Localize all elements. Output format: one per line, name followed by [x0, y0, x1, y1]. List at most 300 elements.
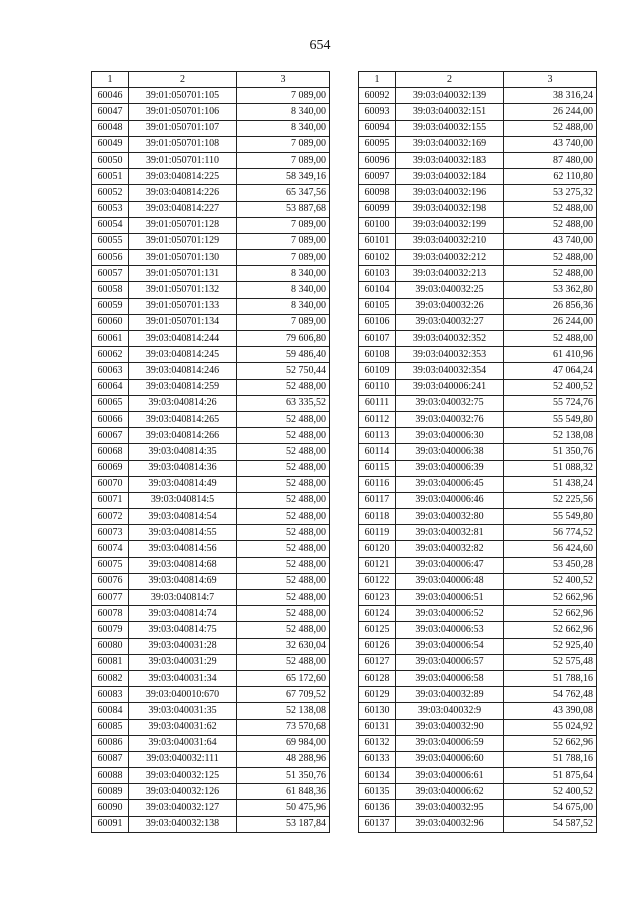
value-cell: 26 244,00 — [504, 314, 597, 330]
cadastral-number-cell: 39:03:040814:75 — [129, 622, 237, 638]
table-row — [359, 217, 597, 233]
value-cell: 52 488,00 — [237, 444, 330, 460]
table-row — [359, 395, 597, 411]
value-cell: 61 410,96 — [504, 347, 597, 363]
cadastral-number-cell: 39:03:040814:49 — [129, 476, 237, 492]
value-cell: 7 089,00 — [237, 152, 330, 168]
row-number-cell: 60136 — [359, 800, 396, 816]
right-table — [358, 71, 597, 833]
value-cell: 52 488,00 — [237, 541, 330, 557]
table-row — [92, 590, 330, 606]
cadastral-number-cell: 39:03:040814:244 — [129, 331, 237, 347]
row-number-cell: 60106 — [359, 314, 396, 330]
row-number-cell: 60082 — [92, 670, 129, 686]
row-number-cell: 60058 — [92, 282, 129, 298]
row-number-cell: 60079 — [92, 622, 129, 638]
cadastral-number-cell: 39:03:040032:125 — [129, 768, 237, 784]
row-number-cell: 60053 — [92, 201, 129, 217]
cadastral-number-cell: 39:03:040010:670 — [129, 687, 237, 703]
value-cell: 51 438,24 — [504, 476, 597, 492]
cadastral-number-cell: 39:01:050701:133 — [129, 298, 237, 314]
cadastral-number-cell: 39:03:040032:96 — [396, 816, 504, 832]
cadastral-number-cell: 39:03:040814:265 — [129, 411, 237, 427]
cadastral-number-cell: 39:01:050701:130 — [129, 250, 237, 266]
row-number-cell: 60130 — [359, 703, 396, 719]
cadastral-number-cell: 39:03:040006:54 — [396, 638, 504, 654]
cadastral-number-cell: 39:03:040814:26 — [129, 395, 237, 411]
row-number-cell: 60137 — [359, 816, 396, 832]
value-cell: 51 350,76 — [504, 444, 597, 460]
row-number-cell: 60055 — [92, 233, 129, 249]
table-row — [92, 88, 330, 104]
table-row — [359, 136, 597, 152]
table-row — [92, 298, 330, 314]
table-row — [92, 622, 330, 638]
column-header-1: 1 — [92, 72, 129, 88]
table-row — [92, 104, 330, 120]
cadastral-number-cell: 39:03:040006:61 — [396, 768, 504, 784]
table-row — [92, 185, 330, 201]
value-cell: 48 288,96 — [237, 751, 330, 767]
value-cell: 52 750,44 — [237, 363, 330, 379]
value-cell: 52 925,40 — [504, 638, 597, 654]
value-cell: 51 788,16 — [504, 670, 597, 686]
value-cell: 52 488,00 — [237, 573, 330, 589]
value-cell: 54 587,52 — [504, 816, 597, 832]
table-row — [92, 541, 330, 557]
row-number-cell: 60074 — [92, 541, 129, 557]
table-row — [92, 428, 330, 444]
row-number-cell: 60083 — [92, 687, 129, 703]
value-cell: 56 774,52 — [504, 525, 597, 541]
cadastral-number-cell: 39:03:040006:59 — [396, 735, 504, 751]
value-cell: 52 488,00 — [237, 476, 330, 492]
value-cell: 79 606,80 — [237, 331, 330, 347]
row-number-cell: 60099 — [359, 201, 396, 217]
cadastral-number-cell: 39:03:040814:225 — [129, 169, 237, 185]
cadastral-number-cell: 39:03:040032:90 — [396, 719, 504, 735]
value-cell: 7 089,00 — [237, 233, 330, 249]
cadastral-number-cell: 39:03:040031:35 — [129, 703, 237, 719]
table-row — [92, 573, 330, 589]
row-number-cell: 60104 — [359, 282, 396, 298]
value-cell: 61 848,36 — [237, 784, 330, 800]
table-row — [92, 395, 330, 411]
value-cell: 55 024,92 — [504, 719, 597, 735]
value-cell: 7 089,00 — [237, 217, 330, 233]
cadastral-number-cell: 39:03:040814:5 — [129, 492, 237, 508]
cadastral-number-cell: 39:03:040031:62 — [129, 719, 237, 735]
table-row — [359, 152, 597, 168]
row-number-cell: 60054 — [92, 217, 129, 233]
row-number-cell: 60087 — [92, 751, 129, 767]
value-cell: 52 488,00 — [237, 606, 330, 622]
row-number-cell: 60069 — [92, 460, 129, 476]
table-row — [359, 557, 597, 573]
row-number-cell: 60080 — [92, 638, 129, 654]
column-header-2: 2 — [129, 72, 237, 88]
cadastral-number-cell: 39:03:040006:60 — [396, 751, 504, 767]
row-number-cell: 60085 — [92, 719, 129, 735]
cadastral-number-cell: 39:01:050701:129 — [129, 233, 237, 249]
header-row — [359, 72, 597, 88]
row-number-cell: 60127 — [359, 654, 396, 670]
table-row — [92, 266, 330, 282]
column-header-2: 2 — [396, 72, 504, 88]
table-row — [92, 735, 330, 751]
cadastral-number-cell: 39:03:040814:56 — [129, 541, 237, 557]
cadastral-number-cell: 39:03:040032:126 — [129, 784, 237, 800]
cadastral-number-cell: 39:03:040032:76 — [396, 411, 504, 427]
value-cell: 52 488,00 — [237, 379, 330, 395]
table-row — [359, 411, 597, 427]
row-number-cell: 60102 — [359, 250, 396, 266]
cadastral-number-cell: 39:03:040032:25 — [396, 282, 504, 298]
table-row — [92, 411, 330, 427]
row-number-cell: 60115 — [359, 460, 396, 476]
table-row — [359, 492, 597, 508]
cadastral-number-cell: 39:03:040006:39 — [396, 460, 504, 476]
table-row — [359, 703, 597, 719]
table-row — [92, 363, 330, 379]
value-cell: 69 984,00 — [237, 735, 330, 751]
table-row — [92, 654, 330, 670]
row-number-cell: 60119 — [359, 525, 396, 541]
value-cell: 26 856,36 — [504, 298, 597, 314]
row-number-cell: 60124 — [359, 606, 396, 622]
cadastral-number-cell: 39:03:040032:81 — [396, 525, 504, 541]
table-row — [359, 816, 597, 832]
cadastral-number-cell: 39:03:040032:9 — [396, 703, 504, 719]
column-header-3: 3 — [504, 72, 597, 88]
row-number-cell: 60125 — [359, 622, 396, 638]
value-cell: 7 089,00 — [237, 250, 330, 266]
cadastral-number-cell: 39:03:040032:127 — [129, 800, 237, 816]
table-row — [359, 735, 597, 751]
table-row — [92, 703, 330, 719]
column-header-1: 1 — [359, 72, 396, 88]
cadastral-number-cell: 39:03:040032:199 — [396, 217, 504, 233]
cadastral-number-cell: 39:03:040006:47 — [396, 557, 504, 573]
cadastral-number-cell: 39:03:040032:212 — [396, 250, 504, 266]
value-cell: 56 424,60 — [504, 541, 597, 557]
value-cell: 65 172,60 — [237, 670, 330, 686]
cadastral-number-cell: 39:03:040031:28 — [129, 638, 237, 654]
row-number-cell: 60120 — [359, 541, 396, 557]
value-cell: 43 390,08 — [504, 703, 597, 719]
cadastral-number-cell: 39:03:040032:213 — [396, 266, 504, 282]
row-number-cell: 60084 — [92, 703, 129, 719]
cadastral-number-cell: 39:03:040031:34 — [129, 670, 237, 686]
value-cell: 53 362,80 — [504, 282, 597, 298]
table-row — [359, 379, 597, 395]
table-row — [359, 104, 597, 120]
row-number-cell: 60072 — [92, 509, 129, 525]
value-cell: 52 488,00 — [504, 201, 597, 217]
header-row — [92, 72, 330, 88]
value-cell: 43 740,00 — [504, 233, 597, 249]
row-number-cell: 60108 — [359, 347, 396, 363]
left-table — [91, 71, 330, 833]
cadastral-number-cell: 39:03:040032:183 — [396, 152, 504, 168]
row-number-cell: 60078 — [92, 606, 129, 622]
row-number-cell: 60126 — [359, 638, 396, 654]
value-cell: 54 675,00 — [504, 800, 597, 816]
cadastral-number-cell: 39:03:040006:53 — [396, 622, 504, 638]
row-number-cell: 60098 — [359, 185, 396, 201]
value-cell: 43 740,00 — [504, 136, 597, 152]
column-header-3: 3 — [237, 72, 330, 88]
table-row — [92, 379, 330, 395]
cadastral-number-cell: 39:03:040814:259 — [129, 379, 237, 395]
table-row — [92, 233, 330, 249]
row-number-cell: 60109 — [359, 363, 396, 379]
row-number-cell: 60117 — [359, 492, 396, 508]
cadastral-number-cell: 39:01:050701:107 — [129, 120, 237, 136]
row-number-cell: 60065 — [92, 395, 129, 411]
cadastral-number-cell: 39:03:040814:55 — [129, 525, 237, 541]
value-cell: 52 488,00 — [237, 654, 330, 670]
value-cell: 53 450,28 — [504, 557, 597, 573]
table-row — [359, 444, 597, 460]
table-row — [92, 476, 330, 492]
cadastral-number-cell: 39:03:040814:226 — [129, 185, 237, 201]
row-number-cell: 60052 — [92, 185, 129, 201]
cadastral-number-cell: 39:03:040006:57 — [396, 654, 504, 670]
value-cell: 52 488,00 — [237, 492, 330, 508]
row-number-cell: 60057 — [92, 266, 129, 282]
table-row — [92, 670, 330, 686]
table-row — [359, 88, 597, 104]
value-cell: 8 340,00 — [237, 298, 330, 314]
row-number-cell: 60133 — [359, 751, 396, 767]
cadastral-number-cell: 39:03:040032:151 — [396, 104, 504, 120]
row-number-cell: 60062 — [92, 347, 129, 363]
table-row — [359, 622, 597, 638]
value-cell: 59 486,40 — [237, 347, 330, 363]
cadastral-number-cell: 39:03:040032:138 — [129, 816, 237, 832]
cadastral-number-cell: 39:03:040032:139 — [396, 88, 504, 104]
table-row — [359, 606, 597, 622]
cadastral-number-cell: 39:03:040032:352 — [396, 331, 504, 347]
cadastral-number-cell: 39:03:040814:35 — [129, 444, 237, 460]
cadastral-number-cell: 39:03:040814:246 — [129, 363, 237, 379]
row-number-cell: 60049 — [92, 136, 129, 152]
value-cell: 52 662,96 — [504, 735, 597, 751]
cadastral-number-cell: 39:03:040006:51 — [396, 590, 504, 606]
cadastral-number-cell: 39:03:040032:111 — [129, 751, 237, 767]
table-row — [92, 784, 330, 800]
row-number-cell: 60094 — [359, 120, 396, 136]
table-row — [359, 476, 597, 492]
table-row — [92, 751, 330, 767]
value-cell: 55 549,80 — [504, 509, 597, 525]
value-cell: 52 225,56 — [504, 492, 597, 508]
cadastral-number-cell: 39:01:050701:106 — [129, 104, 237, 120]
cadastral-number-cell: 39:01:050701:132 — [129, 282, 237, 298]
cadastral-number-cell: 39:03:040032:82 — [396, 541, 504, 557]
cadastral-number-cell: 39:03:040814:69 — [129, 573, 237, 589]
row-number-cell: 60118 — [359, 509, 396, 525]
cadastral-number-cell: 39:03:040032:354 — [396, 363, 504, 379]
row-number-cell: 60048 — [92, 120, 129, 136]
table-row — [92, 250, 330, 266]
value-cell: 8 340,00 — [237, 266, 330, 282]
row-number-cell: 60101 — [359, 233, 396, 249]
value-cell: 52 575,48 — [504, 654, 597, 670]
table-row — [359, 233, 597, 249]
row-number-cell: 60129 — [359, 687, 396, 703]
row-number-cell: 60067 — [92, 428, 129, 444]
row-number-cell: 60063 — [92, 363, 129, 379]
cadastral-number-cell: 39:03:040006:241 — [396, 379, 504, 395]
row-number-cell: 60061 — [92, 331, 129, 347]
table-row — [92, 687, 330, 703]
row-number-cell: 60114 — [359, 444, 396, 460]
value-cell: 51 350,76 — [237, 768, 330, 784]
value-cell: 52 662,96 — [504, 622, 597, 638]
table-row — [92, 331, 330, 347]
value-cell: 53 887,68 — [237, 201, 330, 217]
table-row — [92, 492, 330, 508]
table-row — [359, 573, 597, 589]
table-row — [359, 428, 597, 444]
row-number-cell: 60095 — [359, 136, 396, 152]
value-cell: 55 724,76 — [504, 395, 597, 411]
row-number-cell: 60091 — [92, 816, 129, 832]
row-number-cell: 60075 — [92, 557, 129, 573]
value-cell: 52 400,52 — [504, 573, 597, 589]
value-cell: 52 488,00 — [237, 622, 330, 638]
cadastral-number-cell: 39:03:040032:169 — [396, 136, 504, 152]
value-cell: 87 480,00 — [504, 152, 597, 168]
cadastral-number-cell: 39:03:040032:27 — [396, 314, 504, 330]
value-cell: 52 488,00 — [504, 266, 597, 282]
table-row — [92, 768, 330, 784]
cadastral-number-cell: 39:03:040032:26 — [396, 298, 504, 314]
table-row — [359, 169, 597, 185]
cadastral-number-cell: 39:03:040006:45 — [396, 476, 504, 492]
row-number-cell: 60132 — [359, 735, 396, 751]
row-number-cell: 60093 — [359, 104, 396, 120]
value-cell: 63 335,52 — [237, 395, 330, 411]
cadastral-number-cell: 39:03:040814:245 — [129, 347, 237, 363]
table-row — [359, 282, 597, 298]
table-row — [92, 347, 330, 363]
table-row — [359, 687, 597, 703]
cadastral-number-cell: 39:03:040814:266 — [129, 428, 237, 444]
value-cell: 7 089,00 — [237, 88, 330, 104]
table-row — [359, 266, 597, 282]
table-row — [92, 152, 330, 168]
row-number-cell: 60047 — [92, 104, 129, 120]
value-cell: 8 340,00 — [237, 120, 330, 136]
table-row — [359, 201, 597, 217]
table-row — [92, 136, 330, 152]
table-row — [359, 541, 597, 557]
row-number-cell: 60073 — [92, 525, 129, 541]
row-number-cell: 60096 — [359, 152, 396, 168]
cadastral-number-cell: 39:01:050701:134 — [129, 314, 237, 330]
table-row — [359, 654, 597, 670]
value-cell: 58 349,16 — [237, 169, 330, 185]
value-cell: 53 187,84 — [237, 816, 330, 832]
value-cell: 51 875,64 — [504, 768, 597, 784]
row-number-cell: 60131 — [359, 719, 396, 735]
value-cell: 55 549,80 — [504, 411, 597, 427]
table-row — [92, 557, 330, 573]
cadastral-number-cell: 39:01:050701:108 — [129, 136, 237, 152]
value-cell: 52 488,00 — [504, 250, 597, 266]
table-row — [359, 719, 597, 735]
value-cell: 8 340,00 — [237, 282, 330, 298]
value-cell: 62 110,80 — [504, 169, 597, 185]
cadastral-number-cell: 39:03:040032:184 — [396, 169, 504, 185]
cadastral-number-cell: 39:03:040814:7 — [129, 590, 237, 606]
value-cell: 52 488,00 — [237, 411, 330, 427]
value-cell: 73 570,68 — [237, 719, 330, 735]
value-cell: 52 138,08 — [237, 703, 330, 719]
row-number-cell: 60046 — [92, 88, 129, 104]
row-number-cell: 60110 — [359, 379, 396, 395]
value-cell: 52 488,00 — [504, 217, 597, 233]
cadastral-number-cell: 39:03:040814:227 — [129, 201, 237, 217]
cadastral-number-cell: 39:03:040814:68 — [129, 557, 237, 573]
row-number-cell: 60086 — [92, 735, 129, 751]
table-row — [92, 816, 330, 832]
row-number-cell: 60121 — [359, 557, 396, 573]
table-row — [92, 169, 330, 185]
value-cell: 52 400,52 — [504, 784, 597, 800]
row-number-cell: 60103 — [359, 266, 396, 282]
value-cell: 7 089,00 — [237, 314, 330, 330]
cadastral-number-cell: 39:03:040032:210 — [396, 233, 504, 249]
table-row — [92, 217, 330, 233]
row-number-cell: 60128 — [359, 670, 396, 686]
row-number-cell: 60066 — [92, 411, 129, 427]
row-number-cell: 60116 — [359, 476, 396, 492]
cadastral-number-cell: 39:03:040032:353 — [396, 347, 504, 363]
value-cell: 52 488,00 — [237, 557, 330, 573]
table-row — [92, 606, 330, 622]
cadastral-number-cell: 39:03:040006:52 — [396, 606, 504, 622]
table-row — [92, 282, 330, 298]
row-number-cell: 60122 — [359, 573, 396, 589]
cadastral-number-cell: 39:03:040814:54 — [129, 509, 237, 525]
value-cell: 52 662,96 — [504, 590, 597, 606]
cadastral-number-cell: 39:03:040032:196 — [396, 185, 504, 201]
value-cell: 53 275,32 — [504, 185, 597, 201]
value-cell: 54 762,48 — [504, 687, 597, 703]
cadastral-number-cell: 39:01:050701:128 — [129, 217, 237, 233]
value-cell: 52 662,96 — [504, 606, 597, 622]
cadastral-number-cell: 39:03:040032:80 — [396, 509, 504, 525]
value-cell: 50 475,96 — [237, 800, 330, 816]
value-cell: 8 340,00 — [237, 104, 330, 120]
cadastral-number-cell: 39:03:040814:36 — [129, 460, 237, 476]
row-number-cell: 60064 — [92, 379, 129, 395]
row-number-cell: 60059 — [92, 298, 129, 314]
value-cell: 32 630,04 — [237, 638, 330, 654]
table-row — [92, 719, 330, 735]
row-number-cell: 60090 — [92, 800, 129, 816]
cadastral-number-cell: 39:03:040006:30 — [396, 428, 504, 444]
table-row — [359, 800, 597, 816]
cadastral-number-cell: 39:03:040032:155 — [396, 120, 504, 136]
table-row — [359, 120, 597, 136]
table-row — [92, 314, 330, 330]
cadastral-number-cell: 39:01:050701:110 — [129, 152, 237, 168]
